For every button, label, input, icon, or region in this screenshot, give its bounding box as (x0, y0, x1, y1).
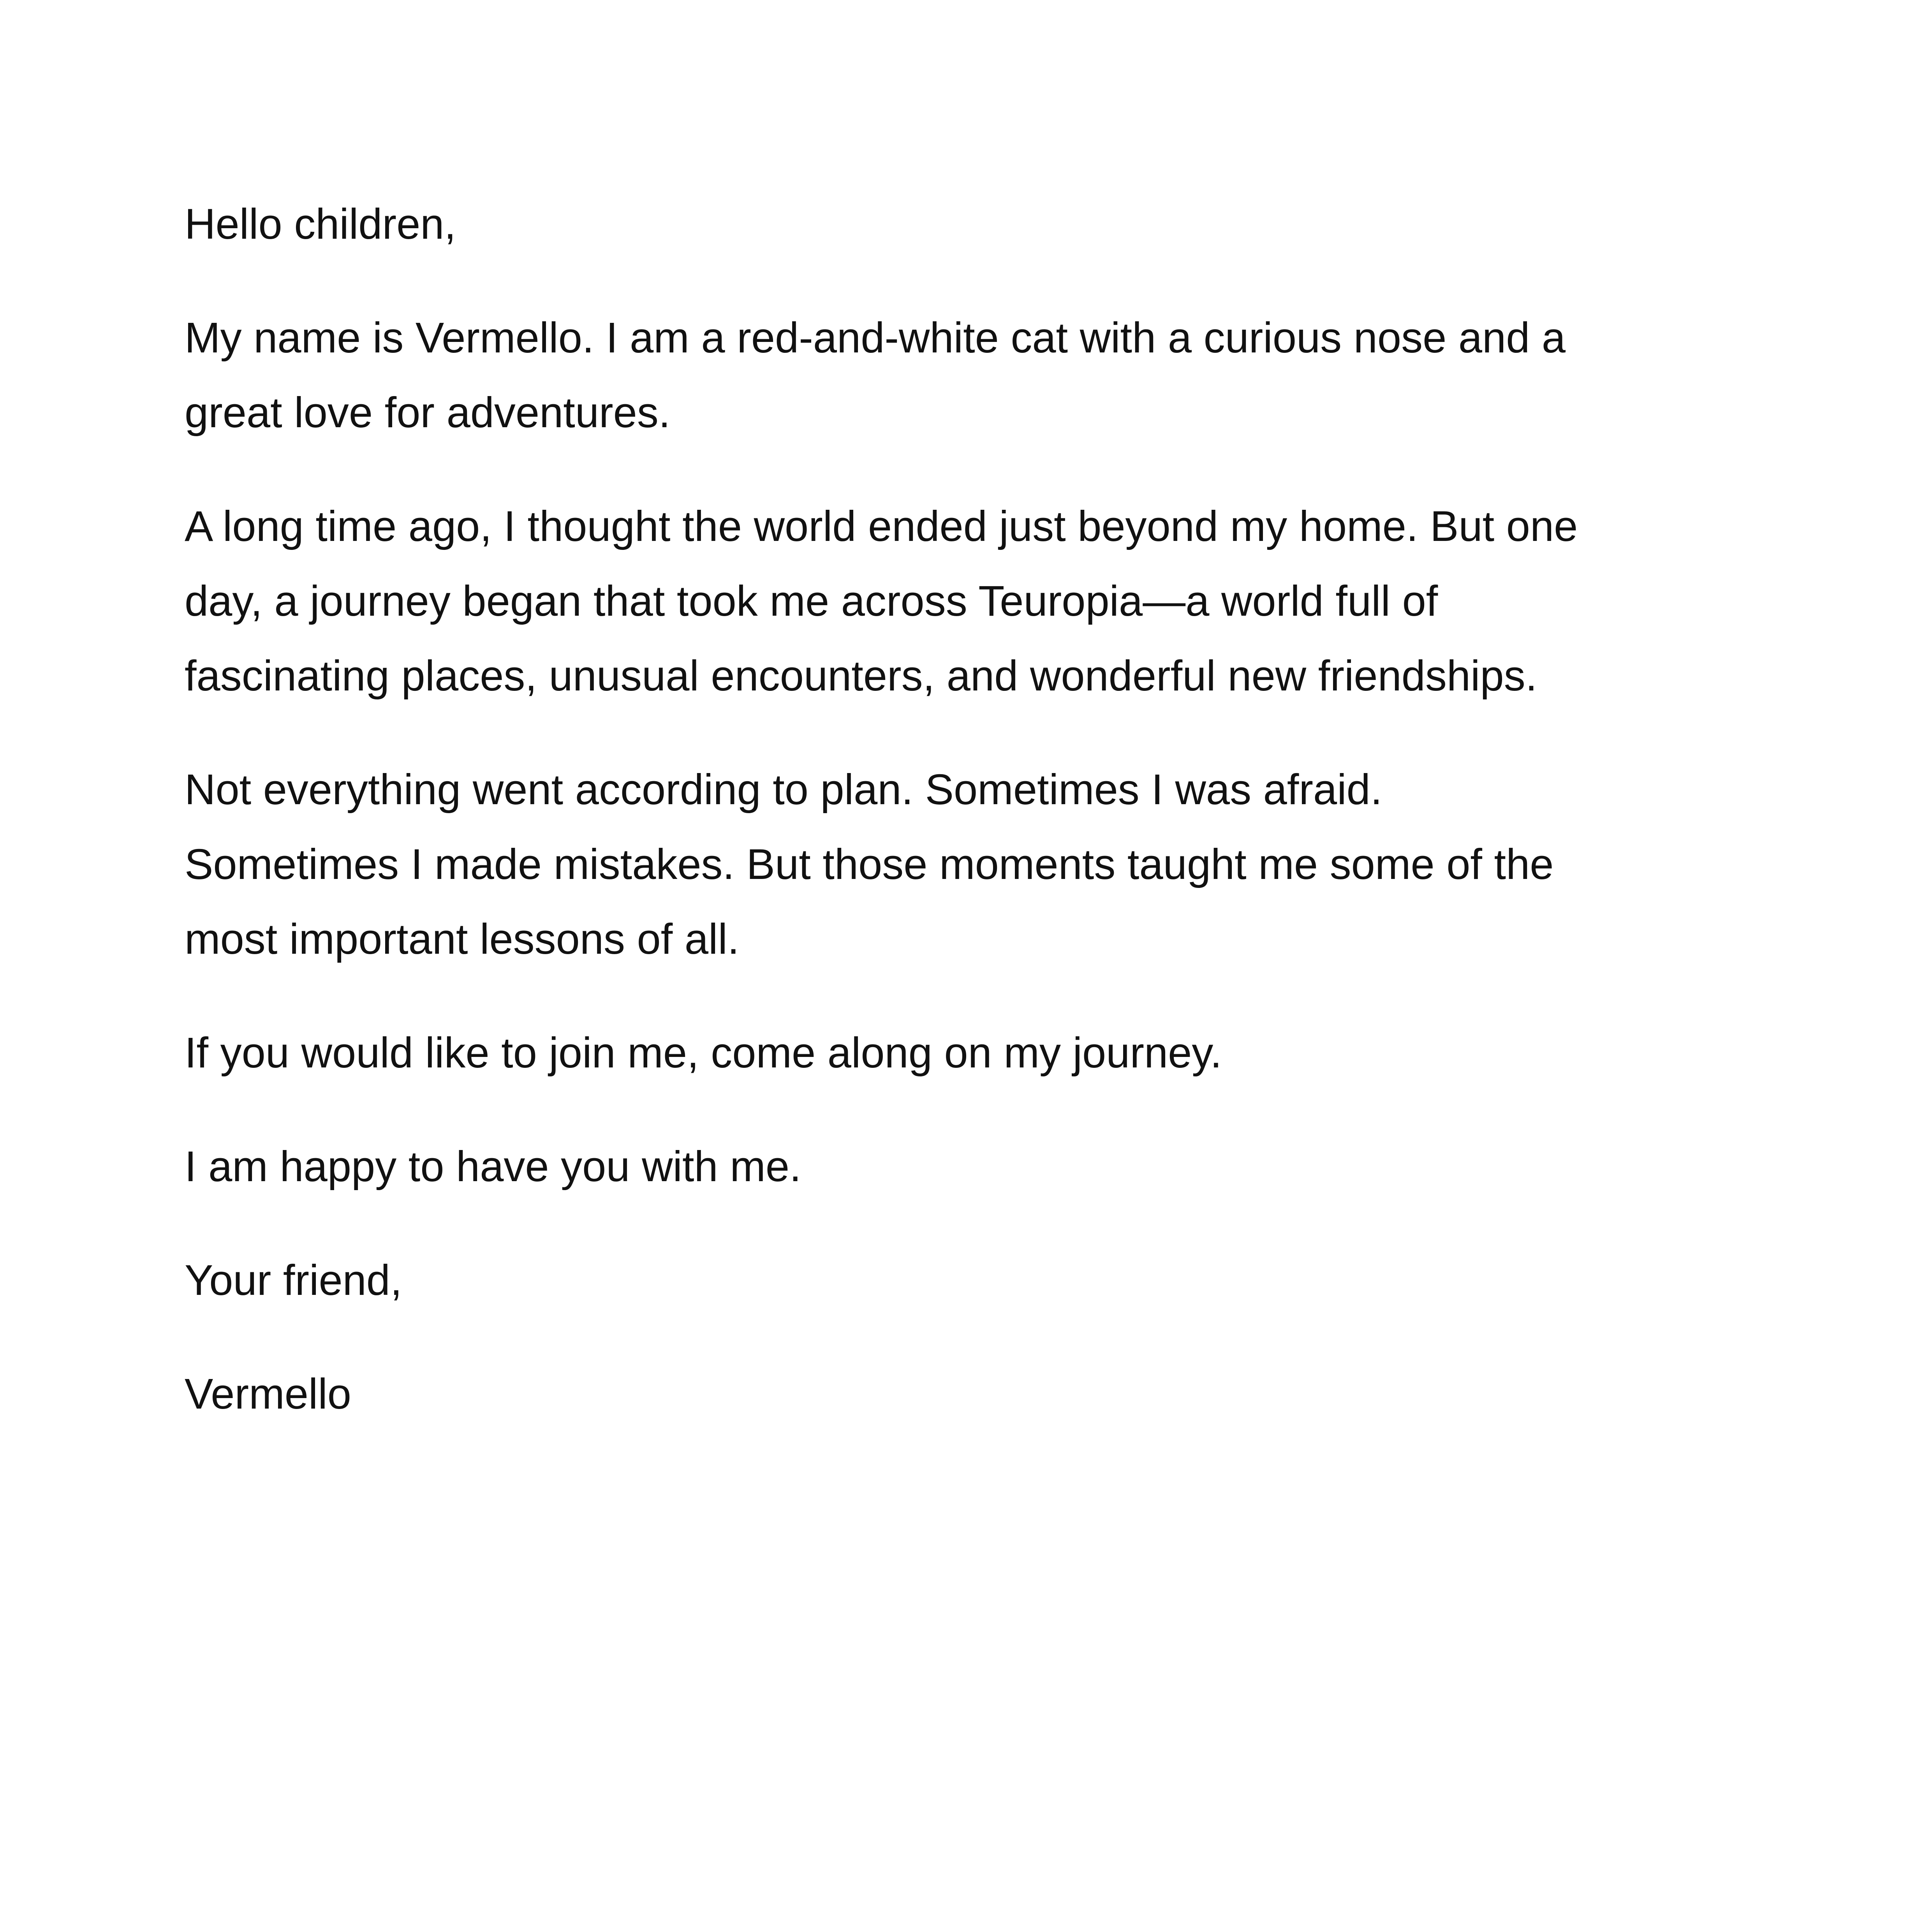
paragraph-line: I am happy to have you with me. (185, 1143, 801, 1191)
letter-greeting (185, 187, 1781, 262)
greeting-text: Hello children, (185, 200, 456, 248)
paragraph-line: Not everything went according to plan. Sometimes I was afraid. (185, 766, 1383, 814)
paragraph-journey (185, 489, 1781, 713)
paragraph-line: My name is Vermello. I am a red-and-white cat with a curious nose and a (185, 314, 1566, 362)
paragraph-lessons (185, 752, 1781, 977)
closing-text: Your friend, (185, 1256, 402, 1304)
paragraph-happy (185, 1129, 1781, 1204)
paragraph-line: most important lessons of all. (185, 915, 740, 963)
paragraph-line: day, a journey began that took me across Teuropia—a world full of (185, 577, 1438, 625)
letter-signature (185, 1357, 1781, 1432)
paragraph-line: great love for adventures. (185, 389, 671, 437)
paragraph-introduction (185, 301, 1781, 450)
letter-document (185, 187, 1781, 1471)
paragraph-line: Sometimes I made mistakes. But those moments taught me some of the (185, 840, 1554, 888)
paragraph-line: A long time ago, I thought the world ended just beyond my home. But one (185, 502, 1578, 550)
letter-closing (185, 1243, 1781, 1318)
paragraph-line: If you would like to join me, come along on my journey. (185, 1029, 1222, 1077)
signature-text: Vermello (185, 1370, 351, 1418)
paragraph-invitation (185, 1016, 1781, 1090)
paragraph-line: fascinating places, unusual encounters, and wonderful new friendships. (185, 652, 1537, 700)
